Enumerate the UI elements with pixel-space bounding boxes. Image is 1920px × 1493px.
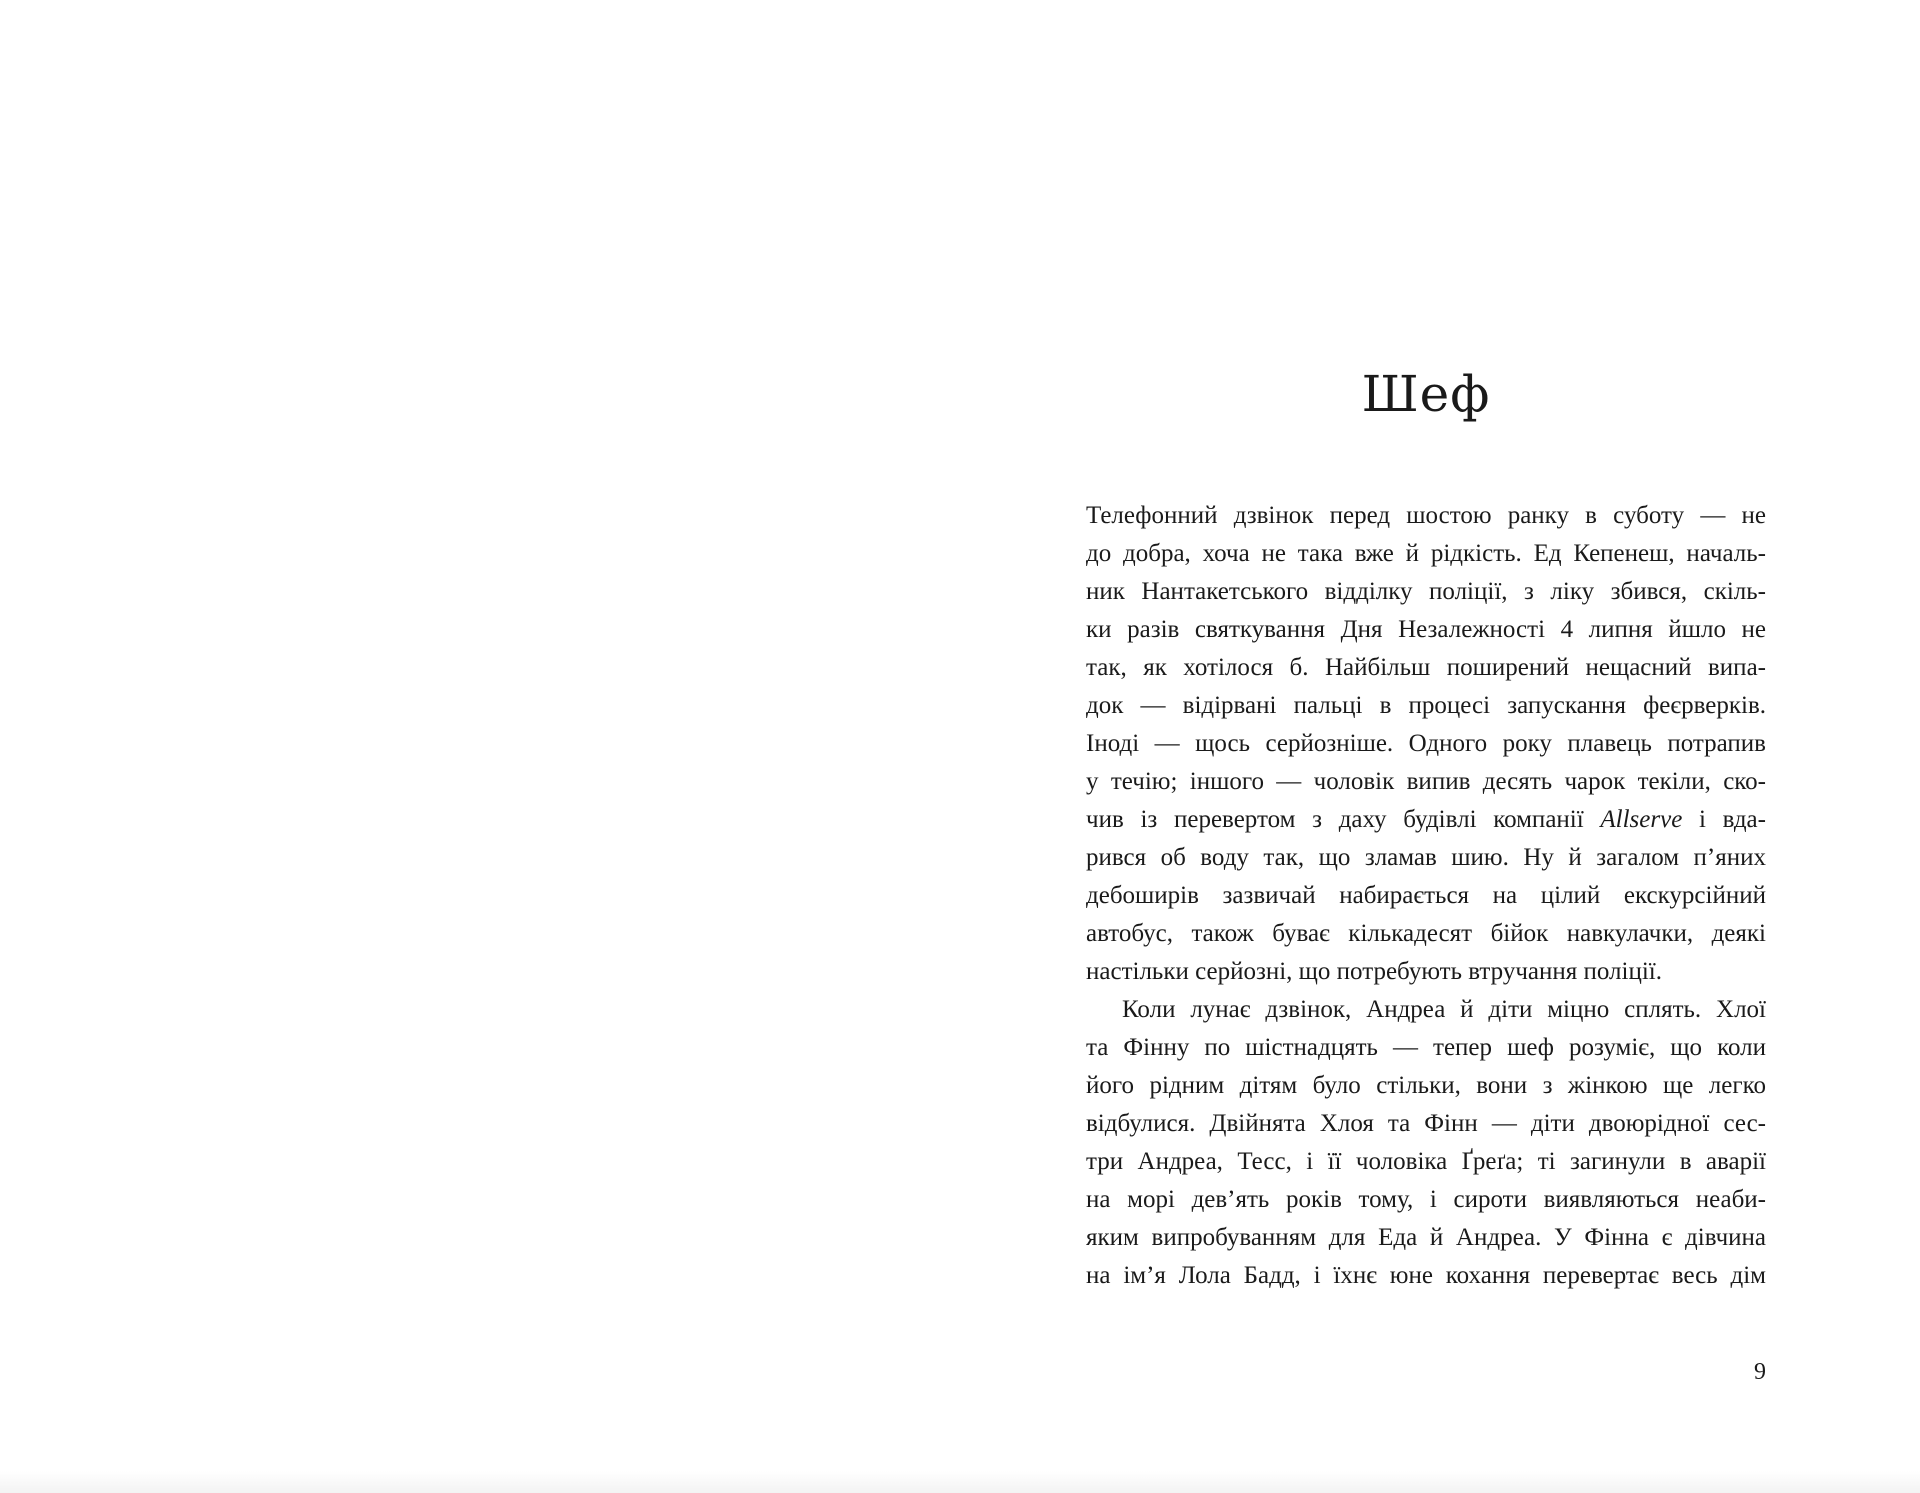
text-line: до добра, хоча не така вже й рідкість. Ед Кепенеш, началь- xyxy=(1086,540,1766,567)
page-edge-shadow xyxy=(0,1471,1920,1493)
text-line: автобус, також буває кількадесят бійок навкулачки, деякі xyxy=(1086,920,1766,947)
text-line: та Фінну по шістнадцять — тепер шеф розуміє, що коли xyxy=(1086,1034,1766,1061)
text-line: на ім’я Лола Бадд, і їхнє юне кохання перевертає весь дім xyxy=(1086,1262,1766,1289)
text-line: настільки серйозні, що потребують втручання поліції. xyxy=(1086,958,1662,985)
text-line: ник Нантакетського відділку поліції, з ліку збився, скіль- xyxy=(1086,578,1766,605)
page-number: 9 xyxy=(1754,1359,1766,1385)
text-line: так, як хотілося б. Найбільш поширений нещасний випа- xyxy=(1086,654,1766,681)
text-line: на морі дев’ять років тому, і сироти виявляються неаби- xyxy=(1086,1186,1766,1213)
text-line: Телефонний дзвінок перед шостою ранку в суботу — не xyxy=(1086,502,1766,529)
text-fragment: і вда- xyxy=(1682,806,1766,833)
text-line: док — відірвані пальці в процесі запускання феєрверків. xyxy=(1086,692,1766,719)
chapter-title: Шеф xyxy=(1361,365,1491,423)
text-line xyxy=(1086,801,1766,839)
text-line: дебоширів зазвичай набирається на цілий екскурсійний xyxy=(1086,882,1766,909)
text-line: три Андреа, Тесс, і її чоловіка Ґреґа; ті загинули в аварії xyxy=(1086,1148,1766,1175)
company-name-italic: Allserve xyxy=(1600,806,1683,833)
text-line: рився об воду так, що зламав шию. Ну й загалом п’яних xyxy=(1086,844,1766,871)
text-line: Іноді — щось серйозніше. Одного року плавець потрапив xyxy=(1086,730,1766,757)
text-line: ки разів святкування Дня Незалежності 4 липня йшло не xyxy=(1086,616,1766,643)
text-line: його рідним дітям було стільки, вони з жінкою ще легко xyxy=(1086,1072,1766,1099)
right-page xyxy=(960,0,1920,1493)
text-line: Коли лунає дзвінок, Андреа й діти міцно сплять. Хлої xyxy=(1122,996,1766,1023)
text-fragment: чив із перевертом з даху будівлі компанії xyxy=(1086,806,1601,833)
body-text xyxy=(1086,497,1766,1295)
text-line: відбулися. Двійнята Хлоя та Фінн — діти двоюрідної сес- xyxy=(1086,1110,1766,1137)
text-line: у течію; іншого — чоловік випив десять чарок текіли, ско- xyxy=(1086,768,1766,795)
text-line: яким випробуванням для Еда й Андреа. У Фінна є дівчина xyxy=(1086,1224,1766,1251)
